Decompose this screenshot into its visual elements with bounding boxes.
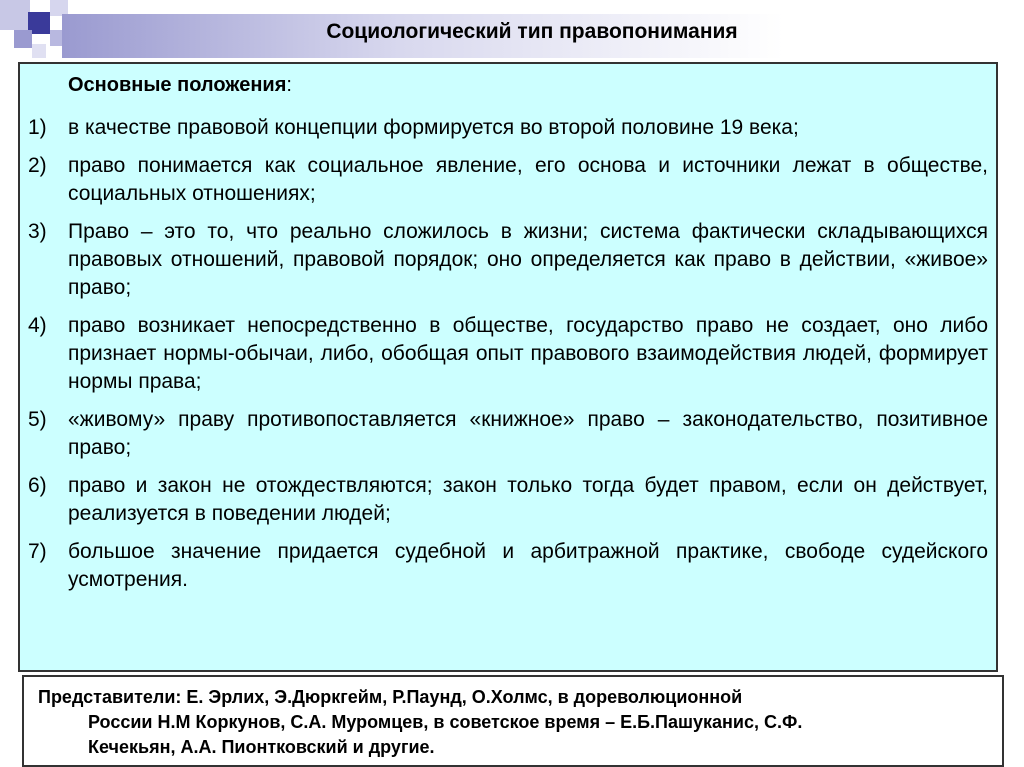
item-text: право понимается как социальное явление, его основа и источники лежат в обществе, социальных отношениях; (68, 154, 988, 205)
section-heading-text: Основные положения (68, 74, 287, 96)
item-number: 6) (28, 474, 47, 497)
positions-list (28, 114, 988, 604)
item-number: 5) (28, 408, 47, 431)
item-number: 4) (28, 314, 47, 337)
item-text: право возникает непосредственно в обществе, государство право не создает, оно либо признает нормы-обычаи, либо, обобщая опыт правового взаимодействия людей, формирует нормы права; (68, 314, 988, 393)
representatives-line: Кечекьян, А.А. Пионтковский и другие. (88, 737, 435, 757)
list-item (28, 406, 988, 462)
representatives-line: России Н.М Коркунов, С.А. Муромцев, в советское время – Е.Б.Пашуканис, С.Ф. (88, 712, 803, 732)
list-item (28, 472, 988, 528)
item-text: право и закон не отождествляются; закон только тогда будет правом, если он действует, реализуется в поведении людей; (68, 474, 988, 525)
list-item (28, 218, 988, 302)
item-text: в качестве правовой концепции формируется во второй половине 19 века; (68, 116, 799, 139)
item-text: «живому» праву противопоставляется «книжное» право – законодательство, позитивное право; (68, 408, 988, 459)
heading-colon: : (286, 74, 292, 96)
item-number: 7) (28, 540, 47, 563)
main-content-box (18, 62, 998, 672)
item-number: 3) (28, 220, 47, 243)
page-title: Социологический тип правопонимания (326, 20, 738, 43)
section-heading (68, 74, 292, 97)
representatives-line: Представители: Е. Эрлих, Э.Дюркгейм, Р.Паунд, О.Холмс, в дореволюционной (38, 687, 743, 707)
list-item (28, 312, 988, 396)
list-item (28, 538, 988, 594)
list-item (28, 152, 988, 208)
list-item (28, 114, 988, 142)
item-text: Право – это то, что реально сложилось в жизни; система фактически складывающихся правовых отношений, правовой порядок; оно определяется как право в действии, «живое» право; (68, 220, 988, 299)
representatives-box (22, 675, 1004, 767)
item-text: большое значение придается судебной и арбитражной практике, свободе судейского усмотрения. (68, 540, 988, 591)
item-number: 2) (28, 154, 47, 177)
decor-square (32, 44, 46, 58)
item-number: 1) (28, 116, 47, 139)
